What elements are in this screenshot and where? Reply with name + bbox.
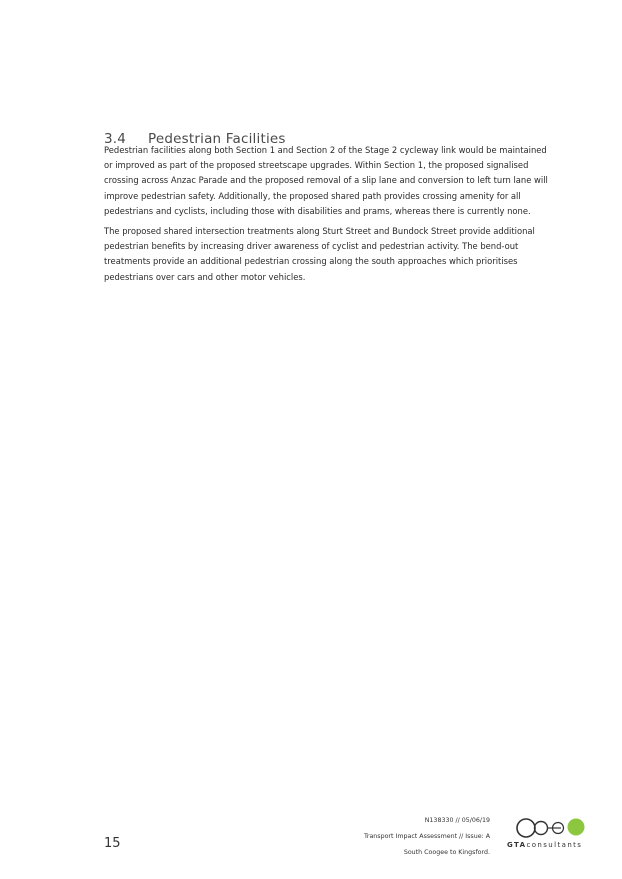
logo-circles-icon <box>515 817 587 839</box>
section-title: Pedestrian Facilities <box>148 131 286 148</box>
logo-wordmark <box>507 841 582 849</box>
gta-consultants-logo <box>507 817 593 853</box>
logo-brand-bold: GTA <box>507 841 527 849</box>
section-number: 3.4 <box>104 131 127 148</box>
page-number: 15 <box>104 836 121 851</box>
logo-ring-mid <box>535 822 548 835</box>
footer-reference: N138330 // 05/06/19 <box>424 817 490 824</box>
footer-info <box>364 813 490 861</box>
logo-ring-left <box>517 819 535 837</box>
paragraph: The proposed shared intersection treatments along Sturt Street and Bundock Street provide additional pedestrian benefits by increasing driver awareness of cyclist and pedestrian activity. The bend-out treatments provide an additional pedestrian crossing along the south approaches which prioritises pedestrians over cars and other motor vehicles. <box>104 226 535 282</box>
paragraph: Pedestrian facilities along both Section 1 and Section 2 of the Stage 2 cycleway link would be maintained or improved as part of the proposed streetscape upgrades. Within Section 1, the proposed signalised crossing across Anzac Parade and the proposed removal of a slip lane and conversion to left turn lane will improve pedestrian safety. Additionally, the proposed shared path provides crossing amenity for all pedestrians and cyclists, including those with disabilities and prams, whereas there is currently none. <box>104 145 548 216</box>
footer-project: South Coogee to Kingsford. <box>403 849 490 856</box>
section-body <box>104 143 550 290</box>
footer-document: Transport Impact Assessment // Issue: A <box>363 833 490 840</box>
logo-brand-rest: consultants <box>526 841 583 849</box>
logo-green-dot <box>568 819 585 836</box>
